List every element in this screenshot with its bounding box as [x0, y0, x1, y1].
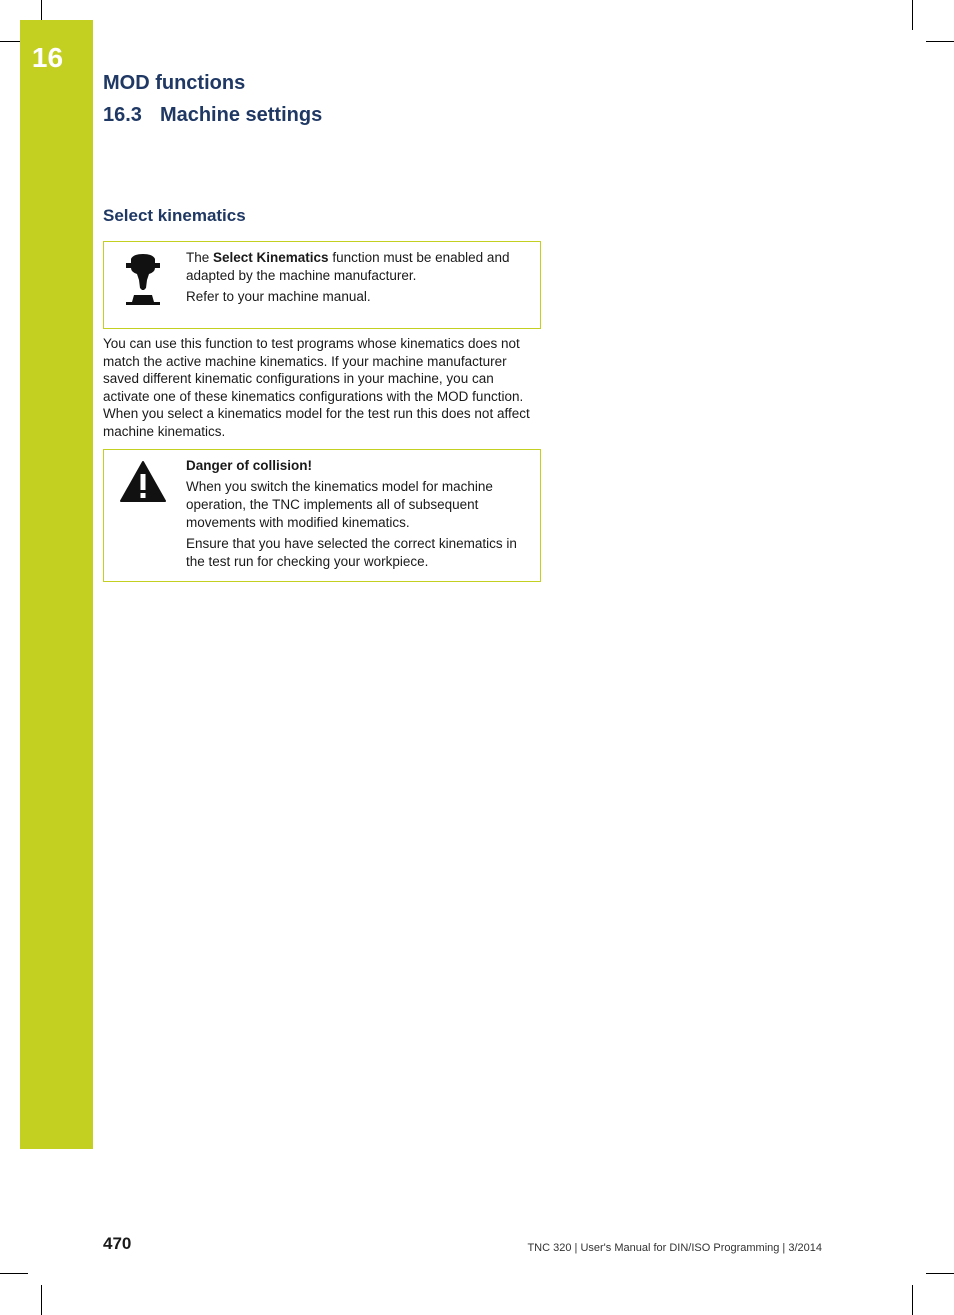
section-title	[103, 104, 322, 127]
machine-manufacturer-icon	[122, 252, 164, 306]
chapter-sidebar	[20, 20, 93, 1149]
subsection-heading: Select kinematics	[103, 206, 246, 225]
note-line2: Refer to your machine manual.	[186, 289, 371, 304]
note-pre: The	[186, 250, 214, 265]
warning-p2: Ensure that you have selected the correct kinematics in the test run for checking your workpiece.	[186, 536, 517, 569]
manufacturer-note-text	[186, 249, 536, 309]
crop-mark	[926, 41, 954, 42]
warning-title	[186, 457, 536, 475]
crop-mark	[926, 1273, 954, 1274]
warning-icon	[119, 460, 167, 504]
section-name: Machine settings	[159, 104, 323, 126]
warning-p1: When you switch the kinematics model for machine operation, the TNC implements all of subsequent movements with modified kinematics.	[186, 479, 493, 530]
crop-mark	[912, 0, 913, 30]
crop-mark	[41, 1285, 42, 1315]
crop-mark	[912, 1285, 913, 1315]
crop-mark	[41, 0, 42, 20]
warning-text	[186, 457, 536, 574]
section-number: 16.3	[103, 104, 142, 126]
chapter-title: MOD functions	[103, 72, 246, 94]
page-number: 470	[103, 1234, 132, 1253]
chapter-number: 16	[31, 42, 64, 73]
note-post: function must be enabled and adapted by the machine manufacturer.	[186, 250, 510, 283]
footer-text: TNC 320 | User's Manual for DIN/ISO Programming | 3/2014	[527, 1242, 822, 1254]
manufacturer-note	[103, 241, 541, 329]
note-bold: Select Kinematics	[213, 250, 329, 265]
note-line1	[186, 249, 536, 285]
warning-title-text: Danger of collision!	[186, 458, 313, 473]
collision-warning	[103, 449, 541, 582]
body-paragraph: You can use this function to test programs whose kinematics does not match the active machine kinematics. If your machine manufacturer saved different kinematic configurations in your machine, you can activate one of these kinematics configurations with the MOD function. When you select a kinematics model for the test run this does not affect machine kinematics.	[103, 336, 530, 439]
crop-mark	[0, 1273, 28, 1274]
